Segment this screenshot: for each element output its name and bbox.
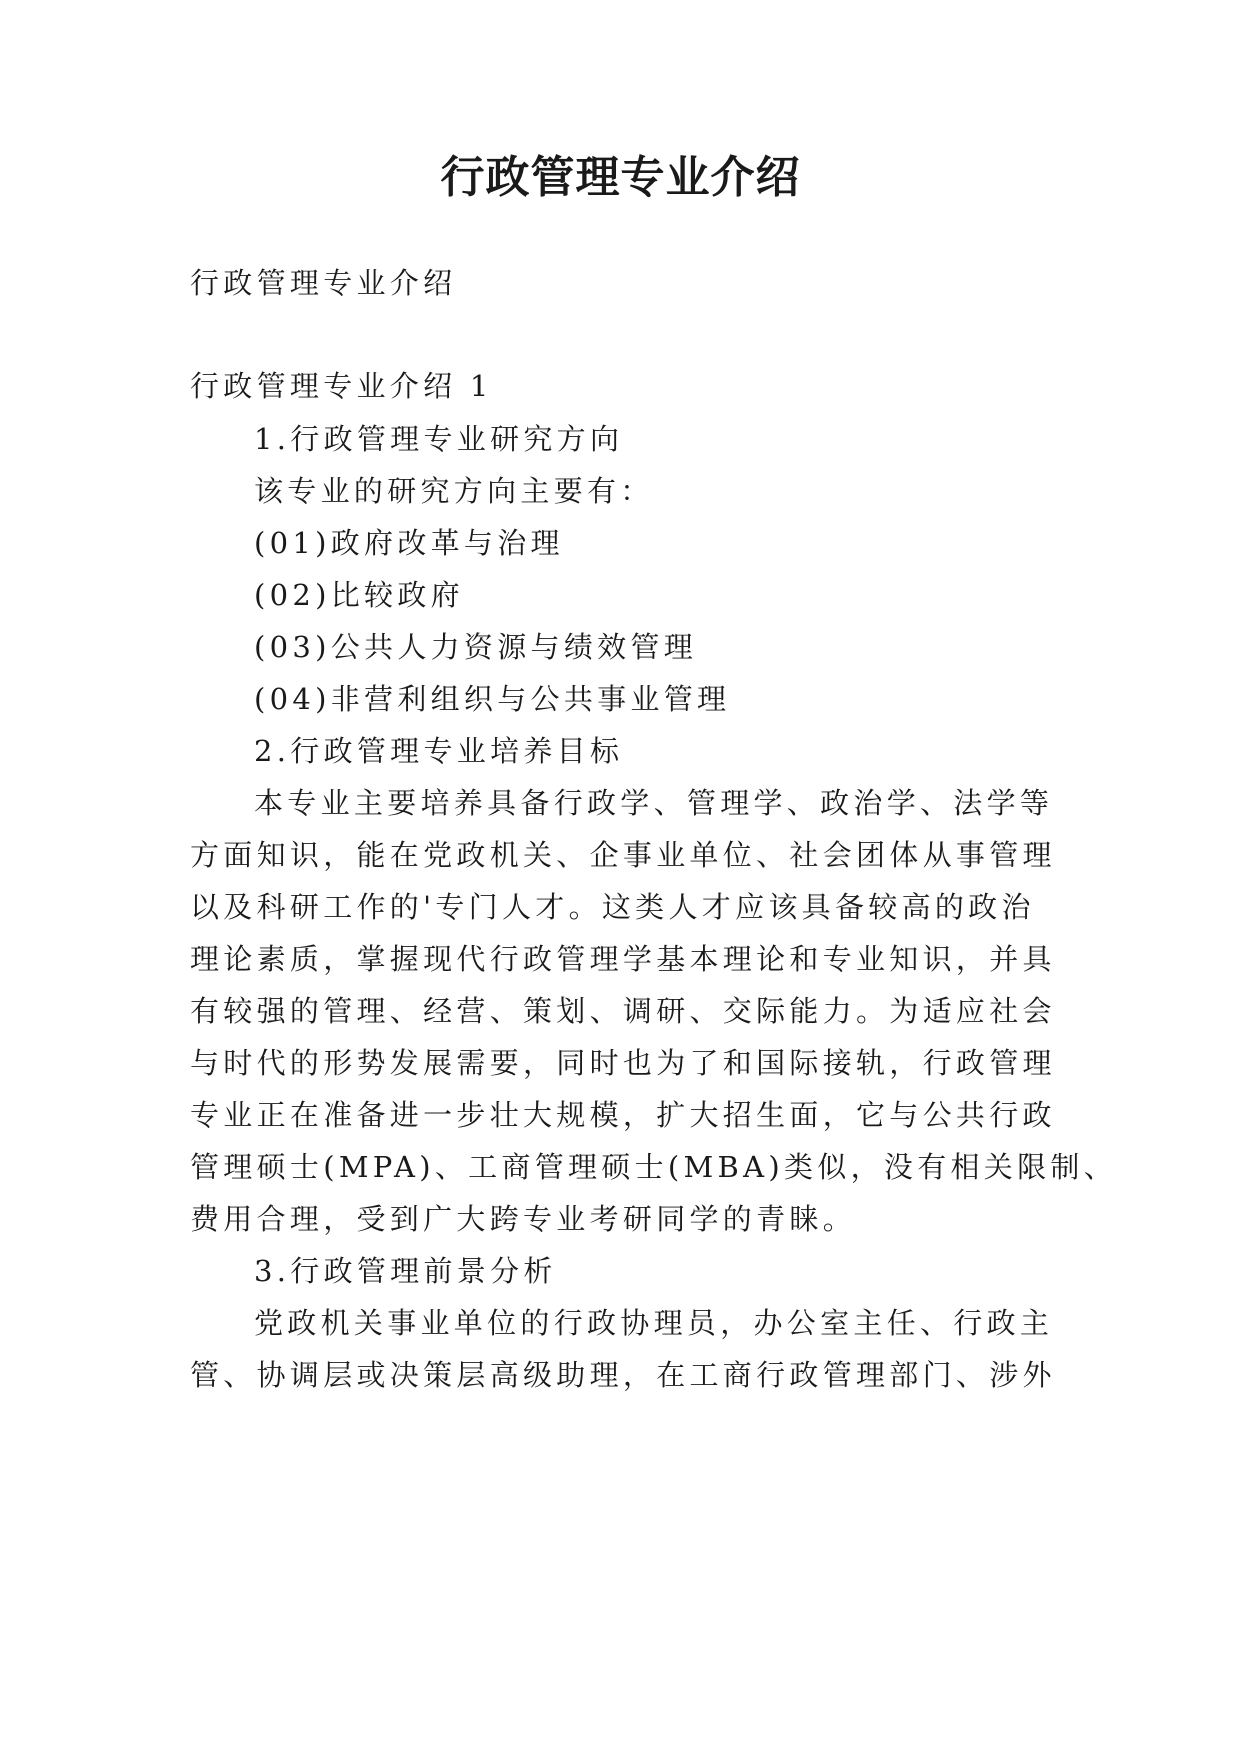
document-title: 行政管理专业介绍 (440, 152, 801, 203)
paragraph-line: 党政机关事业单位的行政协理员，办公室主任、行政主 (254, 1306, 1054, 1340)
direction-item: (03)公共人力资源与绩效管理 (254, 630, 698, 664)
paragraph-line: 专业正在准备进一步壮大规模，扩大招生面，它与公共行政 (190, 1098, 1056, 1132)
heading-training-goals: 2.行政管理专业培养目标 (254, 734, 624, 768)
paragraph-line: 管理硕士(MPA)、工商管理硕士(MBA)类似，没有相关限制、 (190, 1150, 1117, 1184)
research-directions-intro: 该专业的研究方向主要有： (254, 474, 654, 508)
direction-item: (01)政府改革与治理 (254, 526, 564, 560)
direction-item: (04)非营利组织与公共事业管理 (254, 682, 731, 716)
direction-item: (02)比较政府 (254, 578, 464, 612)
heading-prospects: 3.行政管理前景分析 (254, 1254, 557, 1288)
section-heading: 行政管理专业介绍 1 (190, 369, 493, 403)
paragraph-line: 理论素质，掌握现代行政管理学基本理论和专业知识，并具 (190, 942, 1056, 976)
paragraph-line: 本专业主要培养具备行政学、管理学、政治学、法学等 (254, 786, 1054, 820)
paragraph-line: 有较强的管理、经营、策划、调研、交际能力。为适应社会 (190, 994, 1056, 1028)
paragraph-line: 方面知识，能在党政机关、企事业单位、社会团体从事管理 (190, 838, 1056, 872)
paragraph-line: 与时代的形势发展需要，同时也为了和国际接轨，行政管理 (190, 1046, 1056, 1080)
document-subtitle: 行政管理专业介绍 (190, 266, 457, 300)
paragraph-line: 管、协调层或决策层高级助理，在工商行政管理部门、涉外 (190, 1358, 1056, 1392)
paragraph-line: 以及科研工作的'专门人才。这类人才应该具备较高的政治 (190, 890, 1035, 924)
paragraph-line: 费用合理，受到广大跨专业考研同学的青睐。 (190, 1202, 857, 1236)
heading-research-directions: 1.行政管理专业研究方向 (254, 422, 624, 456)
